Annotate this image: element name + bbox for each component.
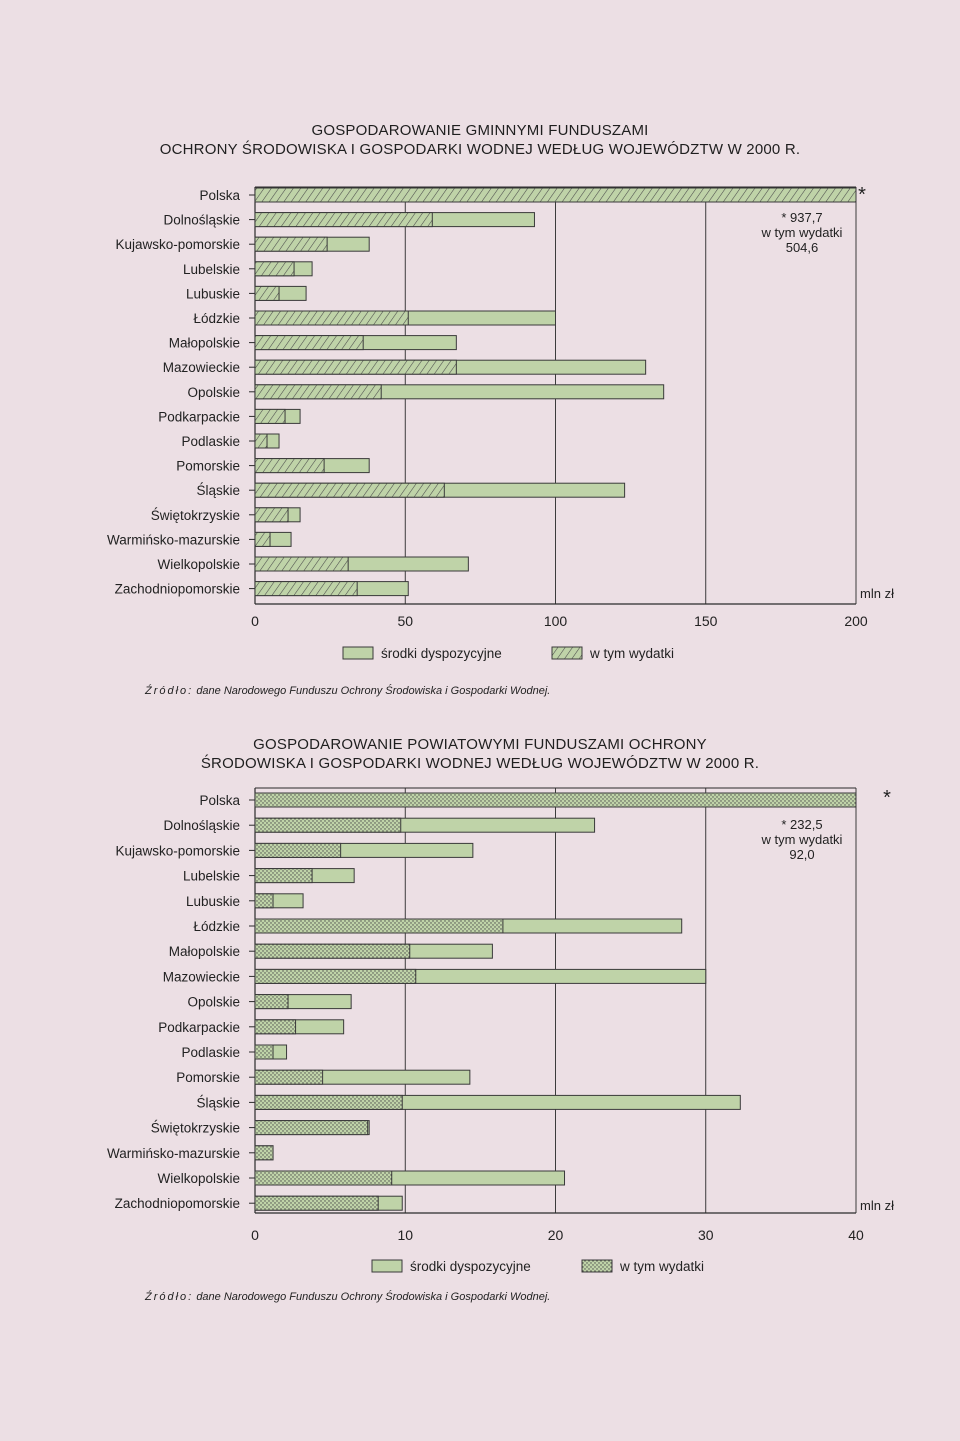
chart2-note-line: 92,0 [789, 847, 815, 862]
chart1-bar-spent [255, 262, 294, 276]
chart2-category-label: Łódzkie [193, 919, 240, 934]
chart1-category-label: Pomorskie [176, 458, 240, 474]
chart2-bar-spent [255, 1121, 368, 1135]
chart1-note-line: 504,6 [785, 240, 819, 255]
chart1-bar-spent [255, 483, 444, 497]
chart1-category-label: Polska [199, 188, 240, 203]
chart1-note-line: * 937,7 [781, 210, 823, 225]
chart2-category-label: Świętokrzyskie [150, 1120, 240, 1136]
chart2-category-label: Podlaskie [181, 1045, 240, 1060]
chart2-source-lead: Źródło: [145, 1291, 194, 1303]
chart2-category-label: Pomorskie [176, 1070, 240, 1086]
chart2-category-label: Zachodniopomorskie [114, 1196, 240, 1212]
chart2-category-label: Lubelskie [182, 868, 240, 884]
chart2-category-label: Kujawsko-pomorskie [115, 843, 240, 859]
chart1-legend-label-spent: w tym wydatki [590, 646, 675, 661]
chart2-title-line1: GOSPODAROWANIE POWIATOWYMI FUNDUSZAMI OCHRONY [253, 736, 707, 753]
chart2-legend-label-spent: w tym wydatki [620, 1259, 705, 1274]
chart2-x-tick-label: 20 [547, 1227, 564, 1243]
chart1-bar-spent [255, 409, 285, 423]
chart2-category-label: Warmińsko-mazurskie [106, 1145, 240, 1161]
chart2-bar-spent [255, 1171, 392, 1185]
chart1-unit-label: mln zł [860, 586, 894, 601]
chart2-bar-spent [255, 1095, 402, 1109]
chart2-bar-spent [255, 843, 341, 857]
chart1-asterisk: * [858, 184, 866, 206]
chart1-bar-spent [255, 336, 363, 350]
chart2-bar-spent [255, 969, 416, 983]
chart1-category-label: Kujawsko-pomorskie [115, 237, 240, 253]
chart1-category-label: Zachodniopomorskie [114, 581, 240, 597]
chart2-source-text: dane Narodowego Funduszu Ochrony Środowiska i Gospodarki Wodnej. [196, 1291, 551, 1303]
chart1-bar-spent [255, 311, 408, 325]
chart1-x-tick-label: 200 [844, 613, 868, 629]
chart1-category-label: Świętokrzyskie [150, 507, 240, 523]
chart2-bar-spent [255, 919, 503, 933]
chart1-x-tick-label: 150 [694, 613, 718, 629]
chart1-category-label: Wielkopolskie [157, 557, 240, 572]
chart2-bar-spent [255, 1196, 378, 1210]
chart2-x-tick-label: 0 [251, 1227, 259, 1243]
chart2-category-label: Wielkopolskie [157, 1171, 240, 1186]
chart1-x-tick-label: 100 [543, 613, 568, 629]
chart1-x-tick-label: 50 [397, 613, 414, 629]
chart1-category-label: Mazowieckie [162, 360, 240, 376]
chart2-asterisk: * [883, 787, 891, 809]
chart2-bar-spent [255, 818, 401, 832]
chart2-legend-swatch-spent [582, 1260, 612, 1272]
chart2-unit-label: mln zł [860, 1198, 894, 1213]
chart2-bar-spent [255, 793, 856, 807]
chart1-bar-spent [255, 237, 327, 251]
chart1-bar-spent [255, 188, 856, 202]
chart1-category-label: Warmińsko-mazurskie [106, 532, 240, 548]
chart2-bar-spent [255, 1146, 273, 1160]
chart1-category-label: Podkarpackie [158, 409, 240, 425]
chart1-category-label: Lubuskie [185, 286, 240, 302]
chart2-bar-spent [255, 894, 273, 908]
chart1-category-label: Opolskie [187, 384, 240, 400]
chart2-bar-spent [255, 995, 288, 1009]
chart1-category-label: Podlaskie [181, 434, 240, 449]
chart2-x-tick-label: 40 [848, 1227, 864, 1243]
chart1-source-text: dane Narodowego Funduszu Ochrony Środowiska i Gospodarki Wodnej. [196, 685, 551, 697]
chart1-note-line: w tym wydatki [761, 225, 843, 240]
chart1-bar-spent [255, 213, 432, 227]
chart1-legend-label-total: środki dyspozycyjne [381, 646, 502, 661]
chart2-bar-spent [255, 944, 410, 958]
chart2-bar-spent [255, 1020, 296, 1034]
chart2-category-label: Polska [199, 793, 240, 808]
chart2-note-line: * 232,5 [781, 817, 823, 832]
chart2-category-label: Podkarpackie [158, 1019, 240, 1035]
chart1-category-label: Lubelskie [182, 261, 240, 277]
chart2-category-label: Małopolskie [168, 944, 240, 960]
chart1-bar-spent [255, 385, 381, 399]
chart1-bar-spent [255, 582, 357, 596]
chart1-category-label: Śląskie [196, 483, 240, 499]
chart2-x-tick-label: 10 [397, 1227, 414, 1243]
chart1-bar-spent [255, 360, 456, 374]
chart1-bar-spent [255, 508, 288, 522]
chart1-x-tick-label: 0 [251, 613, 259, 629]
chart2-x-tick-label: 30 [697, 1227, 714, 1243]
chart1-category-label: Małopolskie [168, 335, 240, 351]
chart1-bar-spent [255, 557, 348, 571]
chart1-category-label: Łódzkie [193, 311, 240, 326]
chart1-title-line1: GOSPODAROWANIE GMINNYMI FUNDUSZAMI [311, 122, 649, 139]
chart1-legend-swatch-total [343, 647, 373, 659]
chart2-category-label: Dolnośląskie [163, 818, 240, 834]
chart2-note-line: w tym wydatki [761, 832, 843, 847]
chart2-legend-swatch-total [372, 1260, 402, 1272]
chart2-category-label: Śląskie [196, 1095, 240, 1111]
chart1-legend-swatch-spent [552, 647, 582, 659]
chart2-category-label: Mazowieckie [162, 969, 240, 985]
chart1-source-lead: Źródło: [145, 685, 194, 697]
chart2-bar-spent [255, 1070, 323, 1084]
chart1-bar-spent [255, 286, 279, 300]
chart1-bar-spent [255, 532, 270, 546]
chart1-bar-spent [255, 434, 267, 448]
chart1-title-line2: OCHRONY ŚRODOWISKA I GOSPODARKI WODNEJ WEDŁUG WOJEWÓDZTW W 2000 R. [159, 141, 801, 158]
chart1-bar-spent [255, 459, 324, 473]
chart2-bar-spent [255, 869, 312, 883]
chart2-title-line2: ŚRODOWISKA I GOSPODARKI WODNEJ WEDŁUG WOJEWÓDZTW W 2000 R. [200, 755, 760, 772]
chart1-category-label: Dolnośląskie [163, 212, 240, 228]
chart2-category-label: Lubuskie [185, 893, 240, 909]
chart2-bar-spent [255, 1045, 273, 1059]
chart2-category-label: Opolskie [187, 994, 240, 1010]
chart2-legend-label-total: środki dyspozycyjne [410, 1259, 531, 1274]
